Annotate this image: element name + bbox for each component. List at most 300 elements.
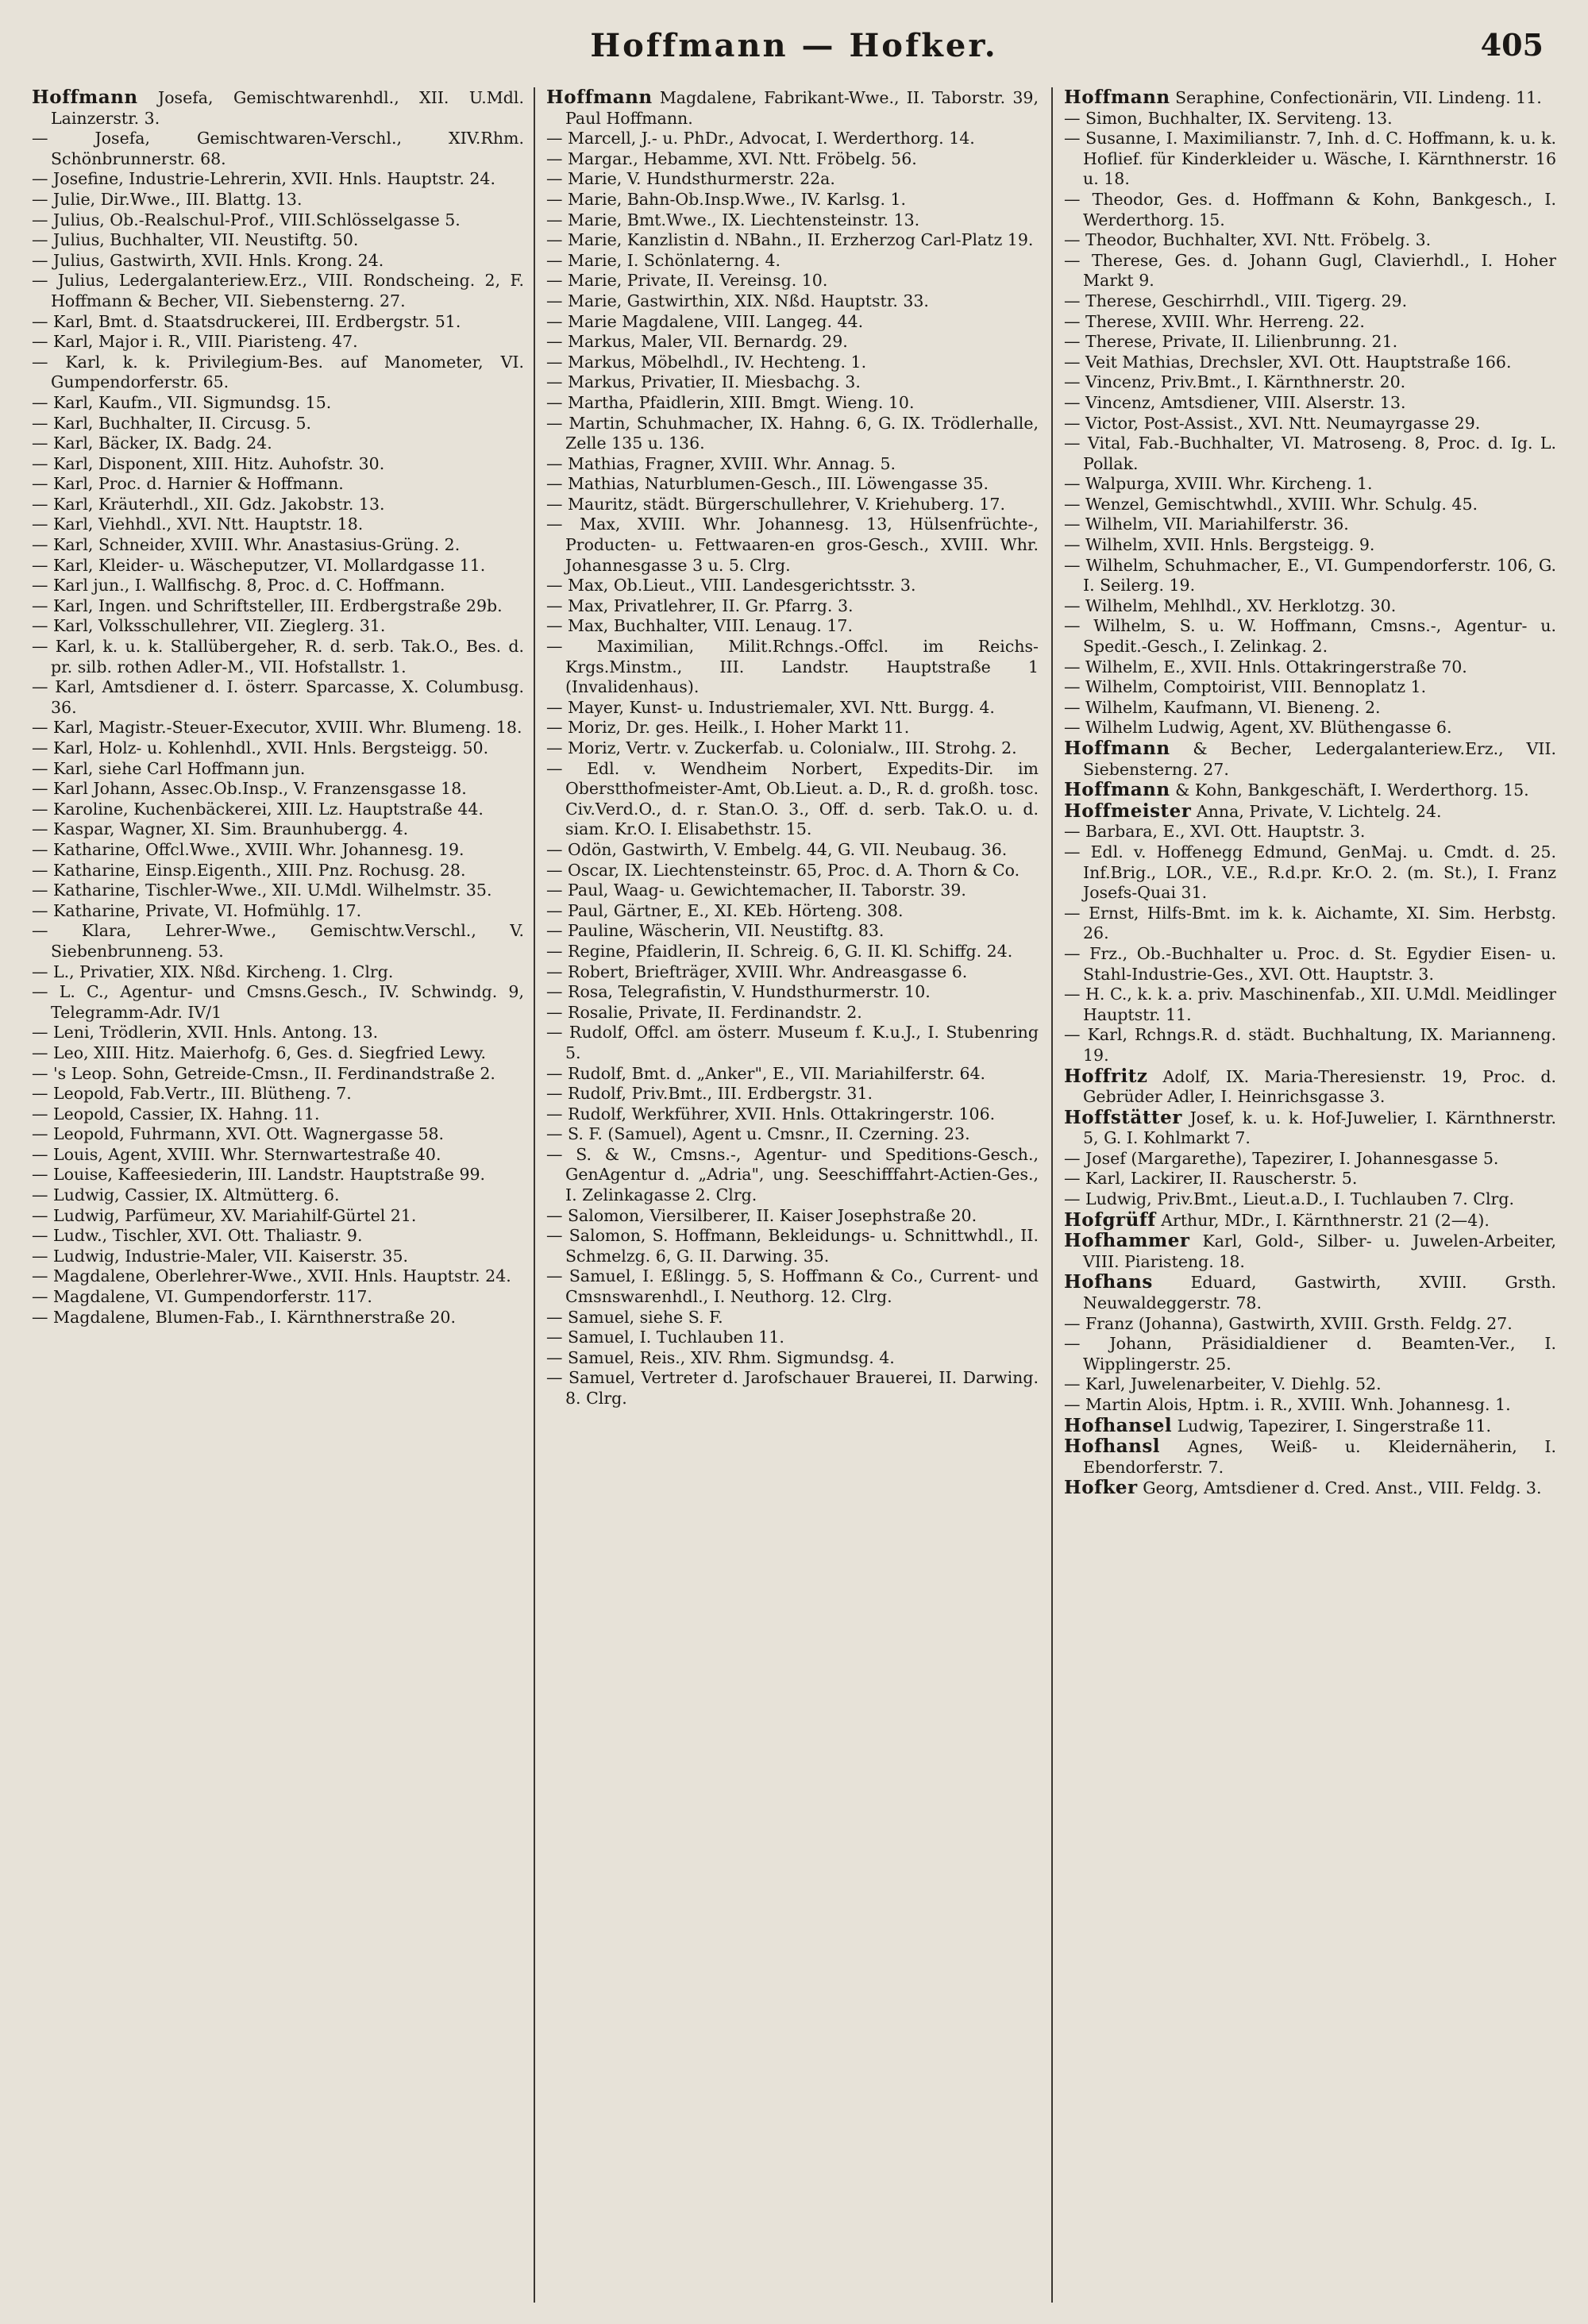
entry-text: — Louise, Kaffeesiederin, III. Landstr. Hauptstraße 99. — [32, 1165, 486, 1185]
entry-text: — Josefa, Gemischtwaren-Verschl., XIV.Rhm. Schönbrunnerstr. 68. — [32, 129, 524, 168]
entry-text: — Julius, Buchhalter, VII. Neustiftg. 50. — [32, 230, 359, 250]
entry-surname: Hofhansl — [1064, 1436, 1160, 1458]
directory-entry — [1064, 332, 1556, 353]
directory-entry — [32, 800, 524, 820]
entry-text: — Katharine, Offcl.Wwe., XVIII. Whr. Johannesg. 19. — [32, 839, 464, 859]
entry-text: — 's Leop. Sohn, Getreide-Cmsn., II. Ferdinandstraße 2. — [32, 1063, 495, 1083]
directory-entry — [546, 210, 1039, 231]
directory-entry — [546, 637, 1039, 698]
directory-entry — [1064, 718, 1556, 738]
entry-text: — Marie, Gastwirthin, XIX. Nßd. Hauptstr. 33. — [546, 291, 929, 310]
directory-entry — [32, 1023, 524, 1043]
directory-entry — [1064, 1108, 1556, 1149]
entry-text: — Wilhelm, Mehlhdl., XV. Herklotzg. 30. — [1064, 595, 1397, 615]
directory-entry — [1064, 596, 1556, 617]
entry-text: — Karoline, Kuchenbäckerei, XIII. Lz. Hauptstraße 44. — [32, 799, 484, 819]
directory-entry — [1064, 1436, 1556, 1478]
directory-entry — [1064, 1478, 1556, 1499]
entry-text: — Veit Mathias, Drechsler, XVI. Ott. Hauptstraße 166. — [1064, 352, 1512, 372]
entry-text: — Karl, Ingen. und Schriftsteller, III. Erdbergstraße 29b. — [32, 595, 503, 615]
directory-entry — [1064, 556, 1556, 596]
entry-text: — Franz (Johanna), Gastwirth, XVIII. Grsth. Feldg. 27. — [1064, 1313, 1513, 1333]
entry-text: Georg, Amtsdiener d. Cred. Anst., VIII. Feldg. 3. — [1143, 1478, 1542, 1498]
directory-entry — [546, 87, 1039, 129]
entry-text: — Edl. v. Wendheim Norbert, Expedits-Dir. im Oberstthofmeister-Amt, Ob.Lieut. a. D., R. d. großh. tosc. Civ.Verd.O., d. r. Stan.O. 3., Off. d. serb. Tak.O. u. d. siam. Kr.O. I. Elisabethstr. 15. — [546, 758, 1039, 839]
directory-entry — [546, 861, 1039, 881]
directory-entry — [546, 616, 1039, 637]
directory-entry — [546, 881, 1039, 901]
directory-entry — [546, 1226, 1039, 1266]
entry-text: — Leopold, Fab.Vertr., III. Blütheng. 7. — [32, 1084, 352, 1104]
entry-text: — Karl, Major i. R., VIII. Piaristeng. 47. — [32, 332, 358, 352]
entry-text: — Samuel, Vertreter d. Jarofschauer Brauerei, II. Darwing. 8. Clrg. — [546, 1368, 1039, 1408]
entry-text: — Marie, V. Hundsthurmerstr. 22a. — [546, 169, 835, 189]
entry-text: — Rudolf, Bmt. d. „Anker", E., VII. Mariahilferstr. 64. — [546, 1063, 986, 1083]
directory-entry — [1064, 944, 1556, 985]
directory-entry — [1064, 842, 1556, 904]
directory-entry — [32, 1226, 524, 1247]
entry-text: — Pauline, Wäscherin, VII. Neustiftg. 83. — [546, 921, 885, 941]
entry-text: — Karl, Bäcker, IX. Badg. 24. — [32, 434, 272, 453]
column-divider — [1051, 87, 1053, 2303]
entry-text: — Rosa, Telegrafistin, V. Hundsthurmerstr. 10. — [546, 982, 931, 1002]
entry-text: — Salomon, Viersilberer, II. Kaiser Josephstraße 20. — [546, 1205, 977, 1225]
entry-text: — Samuel, I. Tuchlauben 11. — [546, 1328, 784, 1347]
directory-entry — [1064, 87, 1556, 109]
directory-entry — [1064, 495, 1556, 515]
directory-entry — [32, 190, 524, 210]
entry-text: — Martha, Pfaidlerin, XIII. Bmgt. Wieng. 10. — [546, 392, 915, 412]
directory-entry — [546, 393, 1039, 414]
entry-text: — Klara, Lehrer-Wwe., Gemischtw.Verschl., V. Siebenbrunneng. 53. — [32, 921, 524, 961]
entry-text: Anna, Private, V. Lichtelg. 24. — [1196, 801, 1442, 821]
entry-text: — Maximilian, Milit.Rchngs.-Offcl. im Reichs-Krgs.Minstm., III. Landstr. Hauptstraße 1 (Invalidenhaus). — [546, 637, 1039, 697]
directory-entry — [1064, 515, 1556, 535]
entry-text: — Leopold, Cassier, IX. Hahng. 11. — [32, 1104, 320, 1123]
entry-text: — Martin, Schuhmacher, IX. Hahng. 6, G. IX. Trödlerhalle, Zelle 135 u. 136. — [546, 413, 1039, 453]
entry-text: & Kohn, Bankgeschäft, I. Werderthorg. 15. — [1175, 780, 1529, 800]
entry-text: — Julie, Dir.Wwe., III. Blattg. 13. — [32, 189, 303, 209]
directory-entry — [546, 332, 1039, 353]
directory-entry — [32, 556, 524, 576]
directory-entry — [32, 576, 524, 596]
entry-surname: Hoffmann — [32, 87, 138, 108]
entry-text: — Karl Johann, Assec.Ob.Insp., V. Franzensgasse 18. — [32, 779, 467, 799]
directory-entry — [546, 515, 1039, 576]
directory-entry — [32, 169, 524, 190]
directory-entry — [546, 962, 1039, 983]
directory-entry — [546, 718, 1039, 738]
directory-columns — [32, 87, 1558, 2303]
entry-text: Magdalene, Fabrikant-Wwe., II. Taborstr. 39, Paul Hoffmann. — [565, 88, 1039, 128]
entry-text: — Karl, Viehhdl., XVI. Ntt. Hauptstr. 18. — [32, 515, 364, 534]
directory-entry — [32, 1064, 524, 1085]
directory-entry — [1064, 535, 1556, 556]
entry-text: — Samuel, I. Eßlingg. 5, S. Hoffmann & Co., Current- und Cmsnswarenhdl., I. Neuthorg. 12. Clrg. — [546, 1266, 1039, 1307]
entry-text: — Marie, Kanzlistin d. NBahn., II. Erzherzog Carl-Platz 19. — [546, 230, 1034, 250]
entry-text: — Vincenz, Amtsdiener, VIII. Alserstr. 13. — [1064, 392, 1406, 412]
directory-entry — [546, 1266, 1039, 1307]
entry-text: — Ludwig, Cassier, IX. Altmütterg. 6. — [32, 1185, 340, 1205]
directory-entry — [32, 1043, 524, 1064]
directory-entry — [32, 637, 524, 677]
entry-text: — Magdalene, Oberlehrer-Wwe., XVII. Hnls. Hauptstr. 24. — [32, 1266, 511, 1286]
entry-surname: Hofgrüff — [1064, 1208, 1156, 1231]
directory-entry — [1064, 1272, 1556, 1313]
entry-text: — Max, Privatlehrer, II. Gr. Pfarrg. 3. — [546, 595, 854, 615]
entry-surname: Hoffmeister — [1064, 800, 1192, 822]
entry-text: — Karl, Kleider- u. Wäscheputzer, VI. Mollardgasse 11. — [32, 555, 486, 575]
column-2 — [546, 87, 1039, 2303]
directory-entry — [546, 291, 1039, 312]
directory-entry — [1064, 353, 1556, 373]
column-1 — [32, 87, 524, 2303]
entry-text: — Katharine, Einsp.Eigenth., XIII. Pnz. Rochusg. 28. — [32, 860, 466, 880]
entry-text: — Karl, Kräuterhdl., XII. Gdz. Jakobstr. 13. — [32, 494, 385, 514]
directory-entry — [546, 1328, 1039, 1348]
directory-entry — [32, 1206, 524, 1227]
entry-text: — Theodor, Ges. d. Hoffmann & Kohn, Bankgesch., I. Werderthorg. 15. — [1064, 189, 1556, 229]
entry-text: — Robert, Briefträger, XVIII. Whr. Andreasgasse 6. — [546, 962, 968, 981]
directory-entry — [32, 474, 524, 495]
entry-text: — Karl, Bmt. d. Staatsdruckerei, III. Erdbergstr. 51. — [32, 311, 461, 331]
entry-text: — Marie, I. Schönlaterng. 4. — [546, 250, 781, 270]
entry-text: — Vincenz, Priv.Bmt., I. Kärnthnerstr. 20. — [1064, 372, 1406, 392]
page-number: 405 — [1480, 27, 1544, 63]
entry-text: — Salomon, S. Hoffmann, Bekleidungs- u. Schnittwhdl., II. Schmelzg. 6, G. II. Darwing. 35. — [546, 1226, 1039, 1266]
entry-text: — Samuel, Reis., XIV. Rhm. Sigmundsg. 4. — [546, 1347, 895, 1367]
entry-text: — Ludwig, Priv.Bmt., Lieut.a.D., I. Tuchlauben 7. Clrg. — [1064, 1189, 1514, 1209]
entry-text: — Therese, Ges. d. Johann Gugl, Clavierhdl., I. Hoher Markt 9. — [1064, 250, 1556, 291]
entry-surname: Hoffstätter — [1064, 1106, 1182, 1128]
entry-text: — S. & W., Cmsns.-, Agentur- und Speditions-Gesch., GenAgentur d. „Adria", ung. Seeschifffahrt-Actien-Ges., I. Zelinkagasse 2. Clrg. — [546, 1144, 1039, 1205]
entry-surname: Hoffmann — [546, 87, 653, 108]
entry-text: — Magdalene, Blumen-Fab., I. Kärnthnerstraße 20. — [32, 1307, 456, 1327]
page-header — [32, 27, 1556, 75]
directory-entry — [546, 1104, 1039, 1125]
directory-entry — [1064, 698, 1556, 719]
directory-entry — [546, 1084, 1039, 1104]
directory-entry — [546, 190, 1039, 210]
directory-entry — [32, 353, 524, 393]
entry-surname: Hoffmann — [1064, 779, 1170, 801]
directory-entry — [1064, 1169, 1556, 1189]
directory-entry — [1064, 822, 1556, 842]
directory-entry — [32, 87, 524, 129]
entry-text: — Max, XVIII. Whr. Johannesg. 13, Hülsenfrüchte-, Producten- u. Fettwaaren-en gros-Gesch., XVIII. Whr. Johannesgasse 3 u. 5. Clrg. — [546, 515, 1039, 575]
directory-entry — [1064, 1334, 1556, 1374]
directory-entry — [32, 1287, 524, 1308]
directory-entry — [1064, 393, 1556, 414]
directory-entry — [32, 312, 524, 333]
entry-surname: Hoffmann — [1064, 87, 1170, 108]
entry-text: — Karl, k. u. k. Stallübergeher, R. d. serb. Tak.O., Bes. d. pr. silb. rothen Adler-M., VII. Hofstallstr. 1. — [32, 637, 524, 676]
directory-entry — [32, 1185, 524, 1206]
entry-text: — Simon, Buchhalter, IX. Serviteng. 13. — [1064, 108, 1393, 128]
entry-text: — Rudolf, Werkführer, XVII. Hnls. Ottakringerstr. 106. — [546, 1104, 996, 1123]
directory-entry — [546, 759, 1039, 840]
directory-entry — [32, 1165, 524, 1185]
directory-entry — [1064, 1066, 1556, 1108]
entry-text: — Karl, Holz- u. Kohlenhdl., XVII. Hnls. Bergsteigg. 50. — [32, 738, 489, 757]
entry-text: Josef, k. u. k. Hof-Juwelier, I. Kärnthnerstr. 5, G. I. Kohlmarkt 7. — [1083, 1108, 1556, 1148]
entry-text: — Marcell, J.- u. PhDr., Advocat, I. Werderthorg. 14. — [546, 129, 975, 148]
directory-entry — [1064, 109, 1556, 129]
directory-entry — [1064, 677, 1556, 698]
column-3 — [1064, 87, 1556, 2303]
entry-text: — Therese, Private, II. Lilienbrunng. 21. — [1064, 332, 1398, 352]
directory-entry — [32, 921, 524, 962]
entry-text: — Max, Ob.Lieut., VIII. Landesgerichtsstr. 3. — [546, 576, 916, 595]
entry-text: — Markus, Privatier, II. Miesbachg. 3. — [546, 372, 861, 392]
directory-entry — [32, 596, 524, 617]
directory-entry — [32, 901, 524, 922]
entry-text: Karl, Gold-, Silber- u. Juwelen-Arbeiter, VIII. Piaristeng. 18. — [1083, 1231, 1556, 1271]
directory-entry — [32, 1084, 524, 1104]
directory-entry — [1064, 657, 1556, 678]
entry-text: — Ludw., Tischler, XVI. Ott. Thaliastr. 9. — [32, 1226, 363, 1246]
directory-entry — [546, 942, 1039, 962]
entry-text: — L., Privatier, XIX. Nßd. Kircheng. 1. Clrg. — [32, 962, 394, 981]
entry-text: — Karl, Buchhalter, II. Circusg. 5. — [32, 413, 312, 433]
directory-entry — [546, 698, 1039, 719]
entry-text: — Karl jun., I. Wallfischg. 8, Proc. d. C. Hoffmann. — [32, 576, 445, 595]
entry-text: — Wilhelm, VII. Mariahilferstr. 36. — [1064, 515, 1349, 534]
entry-text: — Julius, Gastwirth, XVII. Hnls. Krong. 24. — [32, 250, 384, 270]
entry-text: — Louis, Agent, XVIII. Whr. Sternwartestraße 40. — [32, 1144, 441, 1164]
directory-entry — [1064, 1395, 1556, 1416]
directory-entry — [546, 1023, 1039, 1063]
entry-text: — Mathias, Naturblumen-Gesch., III. Löwengasse 35. — [546, 474, 989, 494]
entry-text: — Wilhelm, Comptoirist, VIII. Bennoplatz 1. — [1064, 677, 1427, 697]
entry-text: — Marie Magdalene, VIII. Langeg. 44. — [546, 311, 864, 331]
entry-text: — L. C., Agentur- und Cmsns.Gesch., IV. Schwindg. 9, Telegramm-Adr. IV/1 — [32, 982, 524, 1022]
directory-entry — [1064, 1374, 1556, 1395]
directory-entry — [1064, 801, 1556, 823]
directory-entry — [1064, 291, 1556, 312]
entry-text: — S. F. (Samuel), Agent u. Cmsnr., II. Czerning. 23. — [546, 1124, 970, 1144]
directory-entry — [1064, 1025, 1556, 1066]
directory-entry — [1064, 251, 1556, 291]
directory-entry — [32, 495, 524, 515]
directory-entry — [1064, 1231, 1556, 1272]
entry-text: — Josef (Margarethe), Tapezirer, I. Johannesgasse 5. — [1064, 1148, 1499, 1168]
entry-text: — Mathias, Fragner, XVIII. Whr. Annag. 5. — [546, 453, 896, 473]
entry-text: — Markus, Maler, VII. Bernardg. 29. — [546, 332, 848, 352]
entry-text: — Odön, Gastwirth, V. Embelg. 44, G. VII. Neubaug. 36. — [546, 839, 1008, 859]
running-head: Hoffmann — Hofker. — [590, 27, 998, 64]
entry-text: — Victor, Post-Assist., XVI. Ntt. Neumayrgasse 29. — [1064, 413, 1481, 433]
directory-entry — [32, 515, 524, 535]
entry-text: — Markus, Möbelhdl., IV. Hechteng. 1. — [546, 352, 867, 372]
entry-text: — Margar., Hebamme, XVI. Ntt. Fröbelg. 56. — [546, 148, 917, 168]
entry-surname: Hoffmann — [1064, 738, 1170, 759]
entry-text: — Karl, Amtsdiener d. I. österr. Sparcasse, X. Columbusg. 36. — [32, 677, 524, 717]
directory-entry — [32, 393, 524, 414]
entry-text: — Moriz, Vertr. v. Zuckerfab. u. Colonialw., III. Strohg. 2. — [546, 738, 1017, 757]
entry-text: — Mayer, Kunst- u. Industriemaler, XVI. Ntt. Burgg. 4. — [546, 697, 995, 717]
entry-text: — Wilhelm Ludwig, Agent, XV. Blüthengasse 6. — [1064, 718, 1452, 738]
directory-entry — [1064, 1149, 1556, 1170]
directory-entry — [1064, 1189, 1556, 1210]
entry-text: — Josefine, Industrie-Lehrerin, XVII. Hnls. Hauptstr. 24. — [32, 169, 495, 189]
directory-entry — [1064, 230, 1556, 251]
directory-entry — [546, 129, 1039, 149]
entry-text: — Karl, Juwelenarbeiter, V. Diehlg. 52. — [1064, 1374, 1382, 1394]
directory-entry — [546, 901, 1039, 922]
entry-text: — Johann, Präsidialdiener d. Beamten-Ver., I. Wipplingerstr. 25. — [1064, 1334, 1556, 1374]
directory-entry — [32, 535, 524, 556]
directory-entry — [1064, 738, 1556, 780]
directory-entry — [32, 1124, 524, 1145]
directory-entry — [32, 861, 524, 881]
entry-text: — Kaspar, Wagner, XI. Sim. Braunhubergg. 4. — [32, 819, 409, 839]
entry-text: — Paul, Gärtner, E., XI. KEb. Hörteng. 308. — [546, 900, 904, 920]
directory-entry — [546, 921, 1039, 942]
directory-entry — [1064, 985, 1556, 1025]
directory-entry — [546, 840, 1039, 861]
entry-text: — Marie, Bahn-Ob.Insp.Wwe., IV. Karlsg. 1. — [546, 189, 907, 209]
entry-text: — Karl, siehe Carl Hoffmann jun. — [32, 758, 306, 778]
entry-text: — Leopold, Fuhrmann, XVI. Ott. Wagnergasse 58. — [32, 1124, 445, 1144]
directory-entry — [546, 454, 1039, 475]
directory-entry — [1064, 372, 1556, 393]
directory-entry — [546, 982, 1039, 1003]
directory-entry — [546, 251, 1039, 272]
directory-entry — [546, 271, 1039, 291]
directory-entry — [546, 1145, 1039, 1206]
directory-entry — [1064, 129, 1556, 190]
entry-text: & Becher, Ledergalanteriew.Erz., VII. Siebensterng. 27. — [1083, 739, 1556, 779]
directory-entry — [32, 881, 524, 901]
directory-entry — [546, 1003, 1039, 1023]
entry-text: — Oscar, IX. Liechtensteinstr. 65, Proc. d. A. Thorn & Co. — [546, 860, 1020, 880]
directory-entry — [546, 1308, 1039, 1328]
entry-text: Arthur, MDr., I. Kärnthnerstr. 21 (2—4). — [1161, 1210, 1490, 1230]
directory-entry — [546, 169, 1039, 190]
directory-entry — [1064, 904, 1556, 944]
directory-entry — [32, 1247, 524, 1267]
entry-surname: Hofhans — [1064, 1271, 1153, 1293]
entry-text: — Marie, Private, II. Vereinsg. 10. — [546, 271, 828, 291]
directory-entry — [546, 372, 1039, 393]
entry-surname: Hofhammer — [1064, 1230, 1190, 1252]
entry-text: — Walpurga, XVIII. Whr. Kircheng. 1. — [1064, 474, 1373, 494]
directory-entry — [32, 718, 524, 738]
directory-entry — [32, 1145, 524, 1166]
directory-entry — [546, 474, 1039, 495]
entry-text: — Karl, k. k. Privilegium-Bes. auf Manometer, VI. Gumpendorferstr. 65. — [32, 352, 524, 392]
directory-entry — [32, 332, 524, 353]
entry-text: Josefa, Gemischtwarenhdl., XII. U.Mdl. Lainzerstr. 3. — [51, 88, 524, 128]
directory-entry — [1064, 434, 1556, 474]
directory-entry — [1064, 1314, 1556, 1335]
directory-entry — [546, 1348, 1039, 1369]
directory-entry — [32, 840, 524, 861]
entry-text: — Wilhelm, E., XVII. Hnls. Ottakringerstraße 70. — [1064, 657, 1467, 676]
directory-entry — [546, 576, 1039, 596]
entry-text: — Julius, Ob.-Realschul-Prof., VIII.Schlösselgasse 5. — [32, 210, 461, 229]
directory-entry — [32, 434, 524, 454]
directory-entry — [32, 210, 524, 231]
entry-text: — Samuel, siehe S. F. — [546, 1307, 723, 1327]
directory-entry — [32, 1308, 524, 1328]
entry-text: Adolf, IX. Maria-Theresienstr. 19, Proc. d. Gebrüder Adler, I. Heinrichsgasse 3. — [1083, 1066, 1556, 1107]
directory-entry — [32, 1266, 524, 1287]
directory-entry — [32, 230, 524, 251]
entry-text: — Leo, XIII. Hitz. Maierhofg. 6, Ges. d. Siegfried Lewy. — [32, 1043, 487, 1062]
entry-text: — Rudolf, Priv.Bmt., III. Erdbergstr. 31. — [546, 1084, 873, 1104]
directory-entry — [32, 129, 524, 169]
entry-text: — Theodor, Buchhalter, XVI. Ntt. Fröbelg. 3. — [1064, 230, 1432, 250]
entry-text: — Vital, Fab.-Buchhalter, VI. Matroseng. 8, Proc. d. Ig. L. Pollak. — [1064, 434, 1556, 473]
directory-entry — [32, 616, 524, 637]
entry-text: — Susanne, I. Maximilianstr. 7, Inh. d. C. Hoffmann, k. u. k. Hoflief. für Kinderkleider u. Wäsche, I. Kärnthnerstr. 16 u. 18. — [1064, 129, 1556, 189]
directory-entry — [546, 1206, 1039, 1227]
directory-entry — [546, 1368, 1039, 1409]
directory-entry — [1064, 312, 1556, 333]
directory-entry — [1064, 190, 1556, 230]
entry-text: Eduard, Gastwirth, XVIII. Grsth. Neuwaldeggerstr. 78. — [1083, 1273, 1556, 1313]
directory-entry — [1064, 474, 1556, 495]
directory-entry — [32, 271, 524, 311]
directory-entry — [546, 1124, 1039, 1145]
directory-entry — [1064, 1210, 1556, 1231]
directory-entry — [32, 819, 524, 840]
entry-text: — Wilhelm, S. u. W. Hoffmann, Cmsns.-, Agentur- u. Spedit.-Gesch., I. Zelinkag. 2. — [1064, 616, 1556, 657]
entry-text: — Leni, Trödlerin, XVII. Hnls. Antong. 13. — [32, 1023, 379, 1043]
directory-entry — [32, 251, 524, 272]
entry-text: — H. C., k. k. a. priv. Maschinenfab., XII. U.Mdl. Meidlinger Hauptstr. 11. — [1064, 985, 1556, 1024]
directory-entry — [32, 779, 524, 800]
directory-entry — [1064, 1416, 1556, 1437]
entry-text: — Marie, Bmt.Wwe., IX. Liechtensteinstr. 13. — [546, 210, 920, 229]
entry-text: — Paul, Waag- u. Gewichtemacher, II. Taborstr. 39. — [546, 881, 966, 900]
directory-entry — [1064, 414, 1556, 434]
entry-surname: Hofhansel — [1064, 1414, 1173, 1436]
entry-surname: Hofker — [1064, 1477, 1138, 1499]
entry-text: — Barbara, E., XVI. Ott. Hauptstr. 3. — [1064, 822, 1366, 842]
directory-entry — [546, 1064, 1039, 1085]
entry-text: — Karl, Magistr.-Steuer-Executor, XVIII. Whr. Blumeng. 18. — [32, 718, 522, 738]
entry-text: — Karl, Proc. d. Harnier & Hoffmann. — [32, 474, 344, 494]
entry-text: — Ernst, Hilfs-Bmt. im k. k. Aichamte, XI. Sim. Herbstg. 26. — [1064, 903, 1556, 943]
entry-text: — Karl, Kaufm., VII. Sigmundsg. 15. — [32, 392, 332, 412]
directory-entry — [546, 414, 1039, 454]
directory-entry — [546, 738, 1039, 759]
entry-text: — Moriz, Dr. ges. Heilk., I. Hoher Markt 11. — [546, 718, 910, 738]
entry-text: — Rudolf, Offcl. am österr. Museum f. K.u.J., I. Stubenring 5. — [546, 1023, 1039, 1062]
entry-text: — Karl, Disponent, XIII. Hitz. Auhofstr. 30. — [32, 453, 385, 473]
directory-entry — [1064, 616, 1556, 657]
directory-entry — [546, 312, 1039, 333]
entry-text: — Karl, Schneider, XVIII. Whr. Anastasius-Grüng. 2. — [32, 535, 461, 555]
entry-text: — Therese, Geschirrhdl., VIII. Tigerg. 29. — [1064, 291, 1408, 310]
entry-text: — Karl, Volksschullehrer, VII. Zieglerg. 31. — [32, 616, 386, 636]
entry-text: — Wilhelm, Kaufmann, VI. Bieneng. 2. — [1064, 697, 1381, 717]
directory-entry — [32, 962, 524, 983]
entry-text: Seraphine, Confectionärin, VII. Lindeng. 11. — [1175, 88, 1542, 107]
entry-text: — Rosalie, Private, II. Ferdinandstr. 2. — [546, 1002, 862, 1022]
entry-text: — Therese, XVIII. Whr. Herreng. 22. — [1064, 311, 1365, 331]
directory-entry — [32, 677, 524, 718]
directory-entry — [546, 230, 1039, 251]
entry-text: — Karl, Rchngs.R. d. städt. Buchhaltung, IX. Marianneng. 19. — [1064, 1025, 1556, 1065]
entry-text: Ludwig, Tapezirer, I. Singerstraße 11. — [1177, 1416, 1492, 1436]
directory-entry — [546, 149, 1039, 170]
entry-text: — Martin Alois, Hptm. i. R., XVIII. Wnh. Johannesg. 1. — [1064, 1395, 1511, 1414]
directory-entry — [32, 454, 524, 475]
